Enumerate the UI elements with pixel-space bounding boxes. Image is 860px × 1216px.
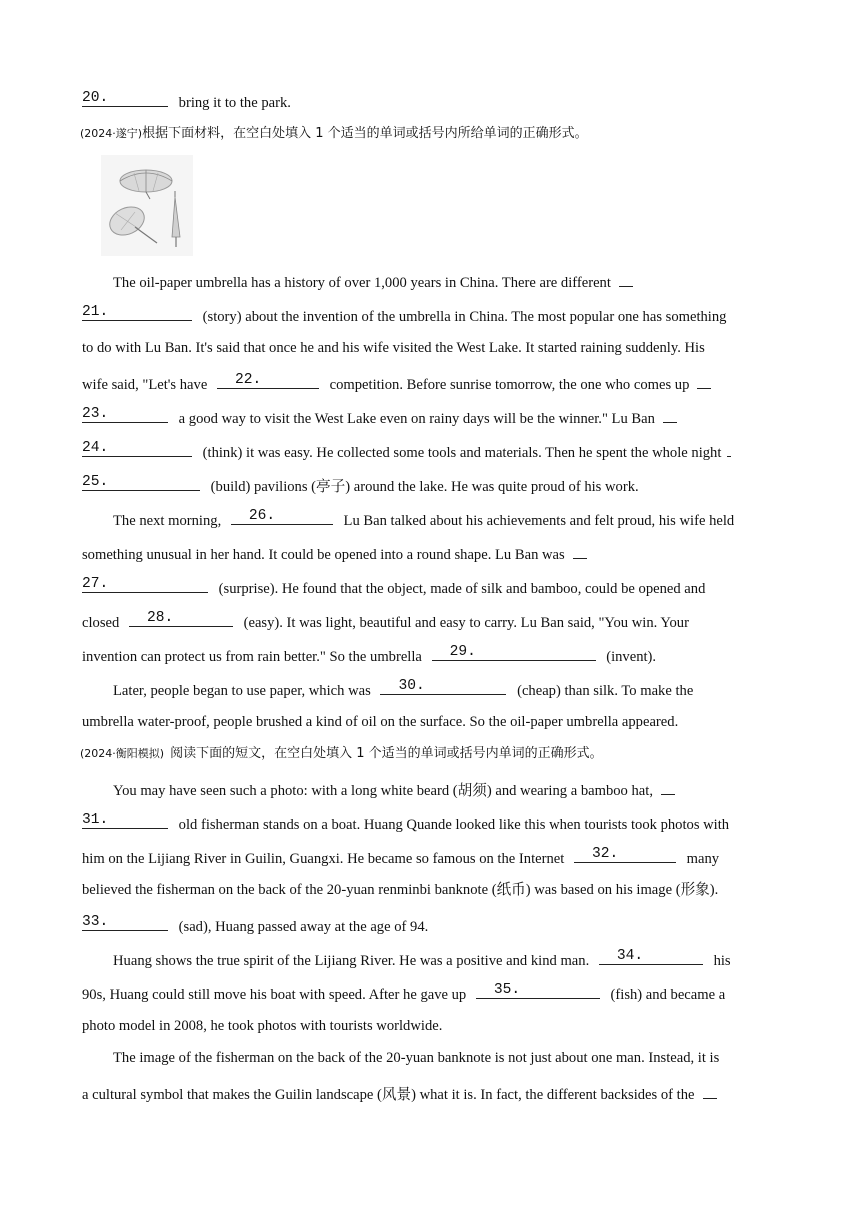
blank-number: 29. (449, 644, 476, 660)
answer-blank-32[interactable] (574, 846, 676, 863)
passage-text: (fish) and became a (610, 987, 726, 1003)
line-continuation-blank (697, 372, 711, 389)
passage-1-line-1 (113, 270, 633, 293)
passage-text: The next morning, (113, 513, 222, 529)
instruction-text: 阅读下面的短文，在空白处填入 1 个适当的单词或括号内单词的正确形式。 (170, 746, 603, 761)
passage-1-line-5 (82, 406, 677, 429)
line-continuation-blank (663, 406, 677, 423)
passage-text: Huang shows the true spirit of the Lijiang River. He was a positive and kind man. (113, 953, 590, 969)
passage-text: The image of the fisherman on the back of the 20-yuan banknote is not just about one man. Instead, it is (113, 1050, 720, 1066)
answer-blank-21[interactable] (82, 304, 192, 321)
passage-5-line-3 (82, 1016, 442, 1036)
answer-blank-27[interactable] (82, 576, 208, 593)
source-tag: (2024·遂宁) (80, 127, 143, 140)
passage-text: old fisherman stands on a boat. Huang Quande looked like this when tourists took photos with (178, 817, 730, 833)
passage-text: a good way to visit the West Lake even on rainy days will be the winner." Lu Ban (178, 411, 655, 427)
passage-6-line-1 (113, 1048, 719, 1068)
passage-text: competition. Before sunrise tomorrow, the one who comes up (329, 377, 690, 393)
passage-text: wife said, "Let's have (82, 377, 208, 393)
answer-blank-20[interactable] (82, 90, 168, 107)
passage-text: (story) about the invention of the umbrella in China. The most popular one has something (202, 309, 727, 325)
answer-blank-34[interactable] (599, 948, 703, 965)
blank-number: 25. (82, 474, 109, 490)
line-continuation-blank (703, 1082, 717, 1099)
answer-blank-26[interactable] (231, 508, 333, 525)
passage-3-line-1 (113, 678, 693, 701)
passage-text: Later, people began to use paper, which was (113, 683, 371, 699)
answer-blank-28[interactable] (129, 610, 233, 627)
passage-text: (invent). (606, 649, 657, 665)
blank-number: 23. (82, 406, 109, 422)
passage-text: closed (82, 615, 120, 631)
source-tag: (2024·衡阳模拟) (80, 747, 165, 760)
blank-number: 27. (82, 576, 109, 592)
passage-2-line-3 (82, 576, 705, 599)
blank-number: 24. (82, 440, 109, 456)
instruction-text: 根据下面材料，在空白处填入 1 个适当的单词或括号内所给单词的正确形式。 (142, 126, 588, 141)
passage-text: (cheap) than silk. To make the (517, 683, 694, 699)
blank-number: 20. (82, 90, 109, 106)
passage-text: something unusual in her hand. It could be opened into a round shape. Lu Ban was (82, 547, 565, 563)
passage-text: (surprise). He found that the object, made of silk and bamboo, could be opened and (218, 581, 706, 597)
passage-2-line-1 (113, 508, 734, 531)
answer-blank-23[interactable] (82, 406, 168, 423)
passage-text: (think) it was easy. He collected some tools and materials. Then he spent the whole night (202, 445, 722, 461)
passage-4-line-2 (82, 812, 729, 835)
passage-text: many (686, 851, 720, 867)
passage-text: The oil-paper umbrella has a history of over 1,000 years in China. There are different (113, 275, 611, 291)
line-continuation-blank (727, 440, 731, 457)
blank-number: 33. (82, 914, 109, 930)
answer-blank-24[interactable] (82, 440, 192, 457)
passage-1-line-6 (82, 440, 731, 463)
blank-number: 35. (493, 982, 521, 998)
question-text: bring it to the park. (178, 95, 291, 111)
passage-text: umbrella water-proof, people brushed a kind of oil on the surface. So the oil-paper umbrella appeared. (82, 714, 679, 730)
oil-paper-umbrella-illustration (101, 155, 193, 256)
passage-text: a cultural symbol that makes the Guilin landscape (风景) what it is. In fact, the different backsides of the (82, 1087, 695, 1103)
passage-text: (build) pavilions (亭子) around the lake. He was quite proud of his work. (210, 479, 639, 495)
passage-text: photo model in 2008, he took photos with tourists worldwide. (82, 1018, 443, 1034)
passage-text: Lu Ban talked about his achievements and felt proud, his wife held (343, 513, 735, 529)
passage-4-line-4 (82, 880, 718, 900)
blank-number: 34. (616, 948, 644, 964)
blank-number: 21. (82, 304, 109, 320)
passage-4-line-1 (113, 778, 675, 801)
line-continuation-blank (573, 542, 587, 559)
source-heading-2 (80, 744, 603, 764)
passage-4-line-5 (82, 914, 428, 937)
passage-1-line-4 (82, 372, 711, 395)
blank-number: 26. (248, 508, 276, 524)
answer-blank-29[interactable] (432, 644, 596, 661)
passage-text: his (713, 953, 731, 969)
passage-2-line-5 (82, 644, 656, 667)
passage-3-line-2 (82, 712, 678, 732)
blank-number: 32. (591, 846, 619, 862)
source-heading-1 (80, 124, 588, 144)
passage-text: invention can protect us from rain better." So the umbrella (82, 649, 422, 665)
passage-5-line-1 (113, 948, 731, 971)
passage-text: (easy). It was light, beautiful and easy to carry. Lu Ban said, "You win. Your (243, 615, 689, 631)
passage-text: (sad), Huang passed away at the age of 94. (178, 919, 429, 935)
line-continuation-blank (619, 270, 633, 287)
answer-blank-33[interactable] (82, 914, 168, 931)
passage-text: to do with Lu Ban. It's said that once he and his wife visited the West Lake. It started raining suddenly. His (82, 340, 705, 356)
question-20-line (82, 90, 291, 113)
passage-2-line-2 (82, 542, 587, 565)
passage-4-line-3 (82, 846, 719, 869)
line-continuation-blank (661, 778, 675, 795)
passage-1-line-2 (82, 304, 726, 327)
passage-text: You may have seen such a photo: with a long white beard (胡须) and wearing a bamboo hat, (113, 783, 653, 799)
passage-1-line-7 (82, 474, 639, 497)
blank-number: 28. (146, 610, 174, 626)
blank-number: 30. (398, 678, 425, 694)
passage-6-line-2 (82, 1082, 717, 1105)
passage-5-line-2 (82, 982, 725, 1005)
umbrella-icon (101, 155, 193, 256)
answer-blank-35[interactable] (476, 982, 600, 999)
passage-text: 90s, Huang could still move his boat with speed. After he gave up (82, 987, 467, 1003)
answer-blank-25[interactable] (82, 474, 200, 491)
passage-1-line-3 (82, 338, 705, 358)
passage-2-line-4 (82, 610, 689, 633)
passage-text: believed the fisherman on the back of the 20-yuan renminbi banknote (纸币) was based on his image (形象). (82, 882, 719, 898)
blank-number: 31. (82, 812, 109, 828)
answer-blank-31[interactable] (82, 812, 168, 829)
blank-number: 22. (234, 372, 262, 388)
answer-blank-22[interactable] (217, 372, 319, 389)
passage-text: him on the Lijiang River in Guilin, Guangxi. He became so famous on the Internet (82, 851, 565, 867)
answer-blank-30[interactable] (380, 678, 506, 695)
